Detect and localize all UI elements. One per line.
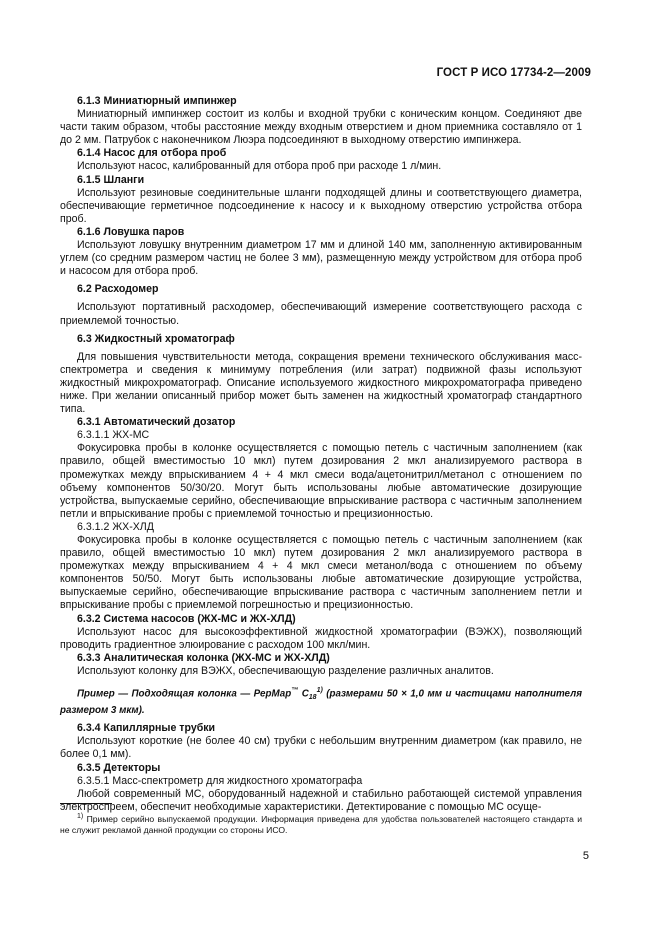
section-6-3-4-text: Используют короткие (не более 40 см) трубки с небольшим внутренним диаметром (как правило, не более 0,1 мм). (60, 735, 582, 761)
section-6-1-3-title: 6.1.3 Миниатюрный импинжер (77, 95, 237, 107)
section-6-3-2-title: 6.3.2 Система насосов (ЖХ-МС и ЖХ-ХЛД) (77, 612, 296, 625)
section-6-1-4-title: 6.1.4 Насос для отбора проб (77, 147, 227, 160)
section-6-3-3-title: 6.3.3 Аналитическая колонка (ЖХ-МС и ЖХ-ХЛД) (77, 651, 330, 664)
section-6-3-1-title: 6.3.1 Автоматический дозатор (77, 416, 236, 429)
section-6-1-4-text: Используют насос, калиброванный для отбора проб при расходе 1 л/мин. (77, 160, 442, 173)
trademark-mark: ™ (291, 687, 299, 695)
section-6-3-1-2-title: 6.3.1.2 ЖХ-ХЛД (77, 520, 154, 533)
section-6-3-2-text: Используют насос для высокоэффективной жидкостной хроматографии (ВЭЖХ), позволяющий проводить градиентное элюирование с расходом 100 мкл/мин. (60, 625, 582, 651)
section-6-3-4-title: 6.3.4 Капиллярные трубки (77, 722, 216, 735)
section-6-1-3-text: Миниатюрный импинжер состоит из колбы и входной трубки с коническим концом. Соединяют две части таким образом, чтобы расстояние между входным отверстием и дном приемника составляло от 1 до 2 мм. Патрубок с наконечником Люэра подсоединяют в выходному отверстию импинжера. (60, 108, 582, 147)
section-6-3-title: 6.3 Жидкостный хроматограф (77, 332, 235, 345)
section-6-3-5-title: 6.3.5 Детекторы (77, 761, 161, 774)
section-6-1-6-title: 6.1.6 Ловушка паров (77, 225, 185, 238)
section-6-3-5-1-title: 6.3.5.1 Масс-спектрометр для жидкостного хроматографа (77, 774, 363, 787)
footnote-divider (60, 803, 112, 804)
example-c: C (298, 688, 309, 700)
example-pre: Пример — Подходящая колонка — РерМар (77, 688, 292, 700)
section-6-1-5-title: 6.1.5 Шланги (77, 173, 145, 186)
section-6-3-1-2-text: Фокусировка пробы в колонке осуществляется с помощью петель с частичным заполнением (как правило, общей вместимостью 10 мкл) путем дозирования 2 мкл анализируемого раствора в промежутках между впрыскиванием 4 + 4 мкл смеси метанол/вода с отношением по объему компонентов 50/50. Могут быть использованы любые автоматические дозирующие устройства, выпускаемые серийно, обеспечивающие впрыскивание раствора с частичным заполнением петли и впрыскивание пробы с приемлемой погрешностью и прецизионностью. (60, 534, 582, 612)
footnote-reference: 1) (316, 687, 323, 695)
section-6-3-1-1-title: 6.3.1.1 ЖХ-МС (77, 429, 150, 442)
section-6-2-title: 6.2 Расходомер (77, 283, 159, 296)
example-post: (размерами 50 × 1,0 мм и частицами наполнителя размером 3 мкм). (60, 688, 582, 716)
section-6-1-6-text: Используют ловушку внутренним диаметром 17 мм и длиной 140 мм, заполненную активированным углем (со средним размером частиц не более 3 мм), размещенную между устройством для отбора проб и насосом для отбора проб. (60, 239, 582, 278)
section-6-3-1-1-text: Фокусировка пробы в колонке осуществляется с помощью петель с частичным заполнением (как правило, общей вместимостью 10 мкл) путем дозирования 2 мкл анализируемого раствора в промежутках между впрыскиванием 4 + 4 мкл смеси вода/ацетонитрил/метанол с отношением по объему компонентов 50/30/20. Могут быть использованы любые автоматические дозирующие устройства, выпускаемые серийно, обеспечивающие впрыскивание раствора с частичным заполнением петли и впрыскивание пробы с приемлемой точностью и прецизионностью. (60, 442, 582, 520)
section-6-2-text: Используют портативный расходомер, обеспечивающий измерение соответствующего расхода с приемлемой точностью. (60, 301, 582, 327)
section-6-1-5-text: Используют резиновые соединительные шланги подходящей длины и соответствующего диаметра, обеспечивающие герметичное подсоединение к насосу и к выходному отверстию устройства отбора проб. (60, 186, 582, 225)
footnote-text: Пример серийно выпускаемой продукции. Информация приведена для удобства пользователей настоящего стандарта и не служит рекламой данной продукции со стороны ИСО. (60, 813, 582, 836)
section-6-3-5-1-text: Любой современный МС, оборудованный надежной и стабильно работающей системой управления электроспреем, обеспечит необходимые характеристики. Детектирование с помощью МС осуще- (60, 787, 582, 813)
section-6-3-text: Для повышения чувствительности метода, сокращения времени технического обслуживания масс-спектрометра и сведения к минимуму потребления (или затрат) подвижной фазы используют жидкостный микрохроматограф. Описание используемого жидкостного микрохроматографа приведено ниже. При желании описанный прибор может быть заменен на жидкостный хроматограф стандартного типа. (60, 350, 582, 416)
page-number: 5 (582, 850, 589, 862)
document-header: ГОСТ Р ИСО 17734-2—2009 (436, 67, 591, 79)
footnote (60, 811, 582, 837)
section-6-3-3-text: Используют колонку для ВЭЖХ, обеспечивающую разделение различных аналитов. (77, 664, 494, 677)
footnote-mark: 1) (77, 813, 84, 820)
document-body (60, 95, 582, 814)
example-note (60, 685, 582, 717)
example-subscript: 18 (308, 694, 317, 702)
